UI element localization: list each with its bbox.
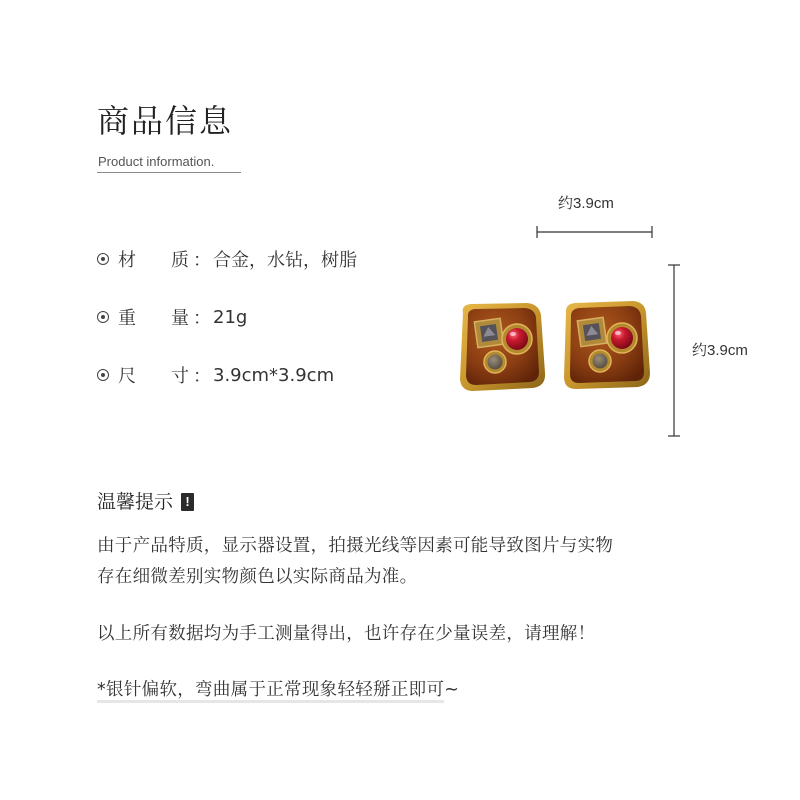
- tips-title-text: 温馨提示: [97, 491, 174, 513]
- tips-paragraph-1-line-1: 由于产品特质，显示器设置，拍摄光线等因素可能导致图片与实物: [97, 536, 614, 556]
- exclamation-icon: !: [181, 493, 194, 511]
- spec-label-first: 尺: [118, 366, 136, 387]
- spec-label-second: 寸: [171, 366, 189, 387]
- spec-colon: ：: [193, 366, 211, 387]
- square-gem-icon: [577, 317, 606, 346]
- spec-value: 21g: [213, 306, 248, 328]
- earring-left: [460, 303, 545, 391]
- width-dimension-line: [537, 226, 652, 238]
- tips-paragraph-2: 以上所有数据均为手工测量得出，也许存在少量误差，请理解！: [97, 624, 596, 644]
- width-dimension-label: 约3.9cm: [558, 195, 614, 212]
- square-gem-icon: [474, 318, 503, 347]
- tips-paragraph-1-line-2: 存在细微差别实物颜色以实际商品为准。: [97, 567, 418, 587]
- spec-label-first: 重: [118, 308, 136, 329]
- spec-colon: ：: [193, 308, 211, 329]
- spec-label-second: 量: [171, 308, 189, 329]
- smoky-gem-icon: [484, 351, 506, 373]
- red-gem-icon: [607, 323, 637, 353]
- height-dimension-label: 约3.9cm: [692, 342, 748, 359]
- tips-note: *银针偏软，弯曲属于正常现象轻轻掰正即可~: [97, 680, 460, 700]
- earring-right: [564, 301, 650, 389]
- height-dimension-line: [668, 265, 680, 436]
- smoky-gem-icon: [589, 350, 611, 372]
- spec-label-first: 材: [118, 250, 136, 271]
- spec-value: 3.9cm*3.9cm: [213, 364, 335, 386]
- page-title: 商品信息: [97, 102, 234, 140]
- spec-value: 合金，水钻，树脂: [213, 250, 357, 271]
- page-subtitle: Product information.: [98, 154, 215, 169]
- spec-label-second: 质: [171, 250, 189, 271]
- spec-colon: ：: [193, 250, 211, 271]
- note-highlight: [97, 700, 444, 703]
- tips-heading: [97, 489, 194, 515]
- red-gem-icon: [502, 324, 532, 354]
